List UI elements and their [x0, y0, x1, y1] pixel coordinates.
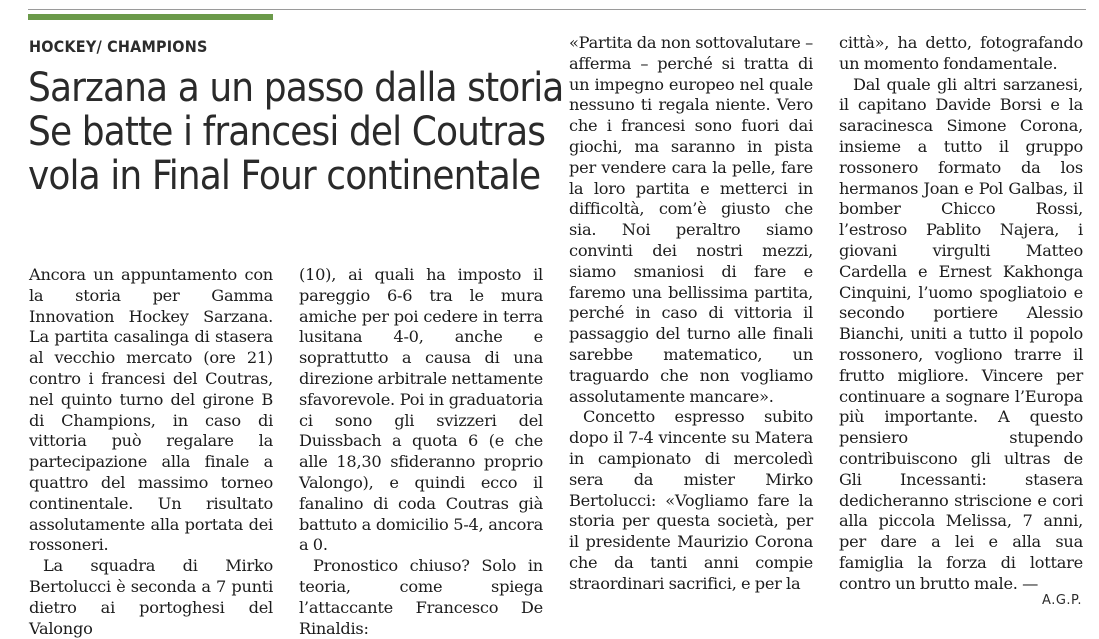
article-column-4: [839, 33, 1083, 595]
paragraph: città», ha detto, fotografando un momento fondamentale.: [839, 33, 1083, 73]
article-column-1: [29, 265, 273, 639]
paragraph: La squadra di Mirko Bertolucci è seconda a 7 punti dietro ai portoghesi del Valongo: [29, 556, 273, 638]
section-accent-bar: [28, 14, 273, 20]
author-signature: A.G.P.: [1042, 593, 1082, 608]
paragraph: «Partita da non sottovalutare – afferma – perché si tratta di un impegno europeo nel quale nessuno ti regala niente. Vero che i francesi sono fuori dai giochi, ma saranno in pista per vendere cara la pelle, fare la loro partita e metterci in difficoltà, com’è giusto che sia. Noi peraltro siamo convinti dei nostri mezzi, siamo smaniosi di fare e faremo una bellissima partita, perché in caso di vittoria il passaggio del turno alle finali sarebbe matematico, un traguardo che non vogliamo assolutamente mancare».: [569, 33, 813, 406]
top-rule: [28, 9, 1086, 10]
section-kicker: HOCKEY/ CHAMPIONS: [29, 37, 208, 56]
article-column-2: [299, 265, 543, 639]
paragraph: Ancora un appuntamento con la storia per Gamma Innovation Hockey Sarzana. La partita casalinga di stasera al vecchio mercato (ore 21) contro i francesi del Coutras, nel quinto turno del girone B di Champions, in caso di vittoria può regalare la partecipazione alla finale a quattro del massimo torneo continentale. Un risultato assolutamente alla portata dei rossoneri.: [29, 265, 273, 555]
article-headline: [28, 65, 564, 199]
paragraph: Concetto espresso subito dopo il 7-4 vincente su Matera in campionato di mercoledì sera da mister Mirko Bertolucci: «Vogliamo fare la storia per questa società, per il presidente Maurizio Corona che da tanti anni compie straordinari sacrifici, e per la: [569, 407, 813, 593]
headline-line: vola in Final Four continentale: [28, 153, 541, 199]
paragraph: Pronostico chiuso? Solo in teoria, come spiega l’attaccante Francesco De Rinaldis:: [299, 556, 543, 638]
headline-line: Se batte i francesi del Coutras: [28, 109, 546, 155]
headline-line: Sarzana a un passo dalla storia: [28, 65, 564, 111]
paragraph: (10), ai quali ha imposto il pareggio 6-6 tra le mura amiche per poi cedere in terra lusitana 4-0, anche e soprattutto a causa di una direzione arbitrale nettamente sfavorevole. Poi in graduatoria ci sono gli svizzeri del Duissbach a quota 6 (e che alle 18,30 sfideranno proprio Valongo), e quindi ecco il fanalino di coda Coutras già battuto a domicilio 5-4, ancora a 0.: [299, 265, 543, 555]
paragraph: Dal quale gli altri sarzanesi, il capitano Davide Borsi e la saracinesca Simone Corona, insieme a tutto il gruppo rossonero formato da los hermanos Joan e Pol Galbas, il bomber Chicco Rossi, l’estroso Pablito Najera, i giovani virgulti Matteo Cardella e Ernest Kakhonga Cinquini, l’uomo spogliatoio e secondo portiere Alessio Bianchi, uniti a tutto il popolo rossonero, vogliono trarre il frutto migliore. Vincere per continuare a sognare l’Europa più importante. A questo pensiero stupendo contribuiscono gli ultras de Gli Incessanti: stasera dedicheranno striscione e cori alla piccola Melissa, 7 anni, per dare a lei e alla sua famiglia la forza di lottare contro un brutto male. —: [839, 74, 1083, 593]
article-column-3: [569, 33, 813, 595]
